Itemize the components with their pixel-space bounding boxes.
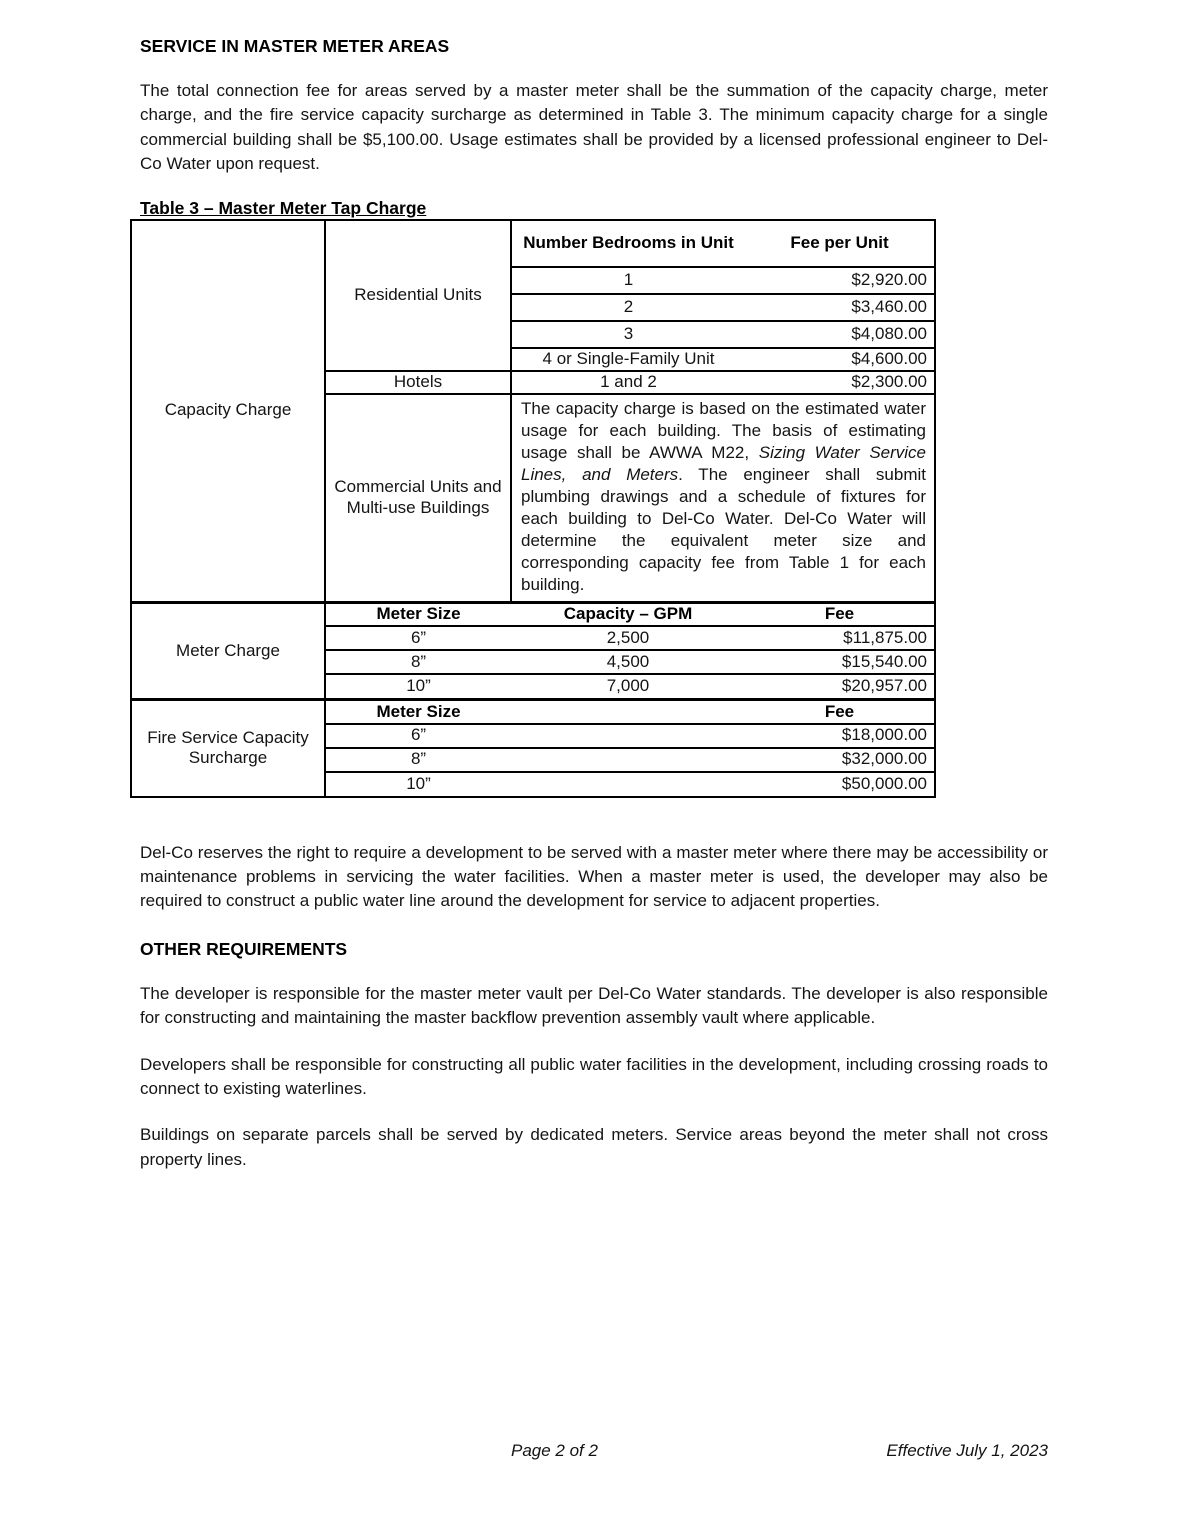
bedrooms-cell: 1 <box>511 267 745 294</box>
fee-cell: $2,920.00 <box>745 267 934 294</box>
col-header-meter-size: Meter Size <box>325 700 511 724</box>
intro-paragraph: The total connection fee for areas served by a master meter shall be the summation of the capacity charge, meter charge, and the fire service capacity surcharge as determined in Table 3. The minimum capacity charge for a single commercial building shall be $5,100.00. Usage estimates shall be provided by a licensed professional engineer to Del-Co Water upon request. <box>140 81 1048 174</box>
capacity-charge-section <box>132 221 934 601</box>
hotels-fee-cell: $2,300.00 <box>745 371 934 394</box>
meter-size-cell: 6” <box>325 724 511 748</box>
meter-charge-label-cell: Meter Charge <box>132 602 325 698</box>
master-meter-reserve-paragraph: Del-Co reserves the right to require a development to be served with a master meter where there may be accessibility or maintenance problems in servicing the water facilities. When a master meter is used, the developer may also be required to construct a public water line around the development for service to adjacent properties. <box>140 842 1048 911</box>
fee-cell: $50,000.00 <box>841 773 927 793</box>
col-header-fee: Fee <box>745 602 934 626</box>
col-header-fee: Fee <box>745 700 934 724</box>
developer-facilities-paragraph: Developers shall be responsible for constructing all public water facilities in the development, including crossing roads to connect to existing waterlines. <box>140 1054 1048 1099</box>
residential-units-label-cell: Residential Units <box>325 221 511 371</box>
fee-cell: $11,875.00 <box>745 626 934 650</box>
table3-title: Table 3 – Master Meter Tap Charge <box>140 197 427 218</box>
col-header-fee-per-unit: Fee per Unit <box>745 221 934 267</box>
capacity-gpm-cell: 7,000 <box>606 676 650 696</box>
bedrooms-cell: 3 <box>511 321 745 348</box>
commercial-description-cell <box>511 394 934 601</box>
developer-vault-paragraph: The developer is responsible for the master meter vault per Del-Co Water standards. The developer is also responsible for constructing and maintaining the master backflow prevention assembly vault where applicable. <box>140 983 1048 1028</box>
fee-cell: $3,460.00 <box>745 294 934 321</box>
section-heading-service-master-meter: SERVICE IN MASTER METER AREAS <box>140 36 450 56</box>
fire-service-label-cell: Fire Service Capacity Surcharge <box>132 700 325 796</box>
section-heading-other-requirements: OTHER REQUIREMENTS <box>140 938 348 959</box>
spacer-cell <box>511 724 745 748</box>
meter-charge-section <box>132 601 934 699</box>
commercial-description-citation: Sizing Water Service Lines, and Meters <box>521 442 926 484</box>
fee-cell: $32,000.00 <box>745 748 934 772</box>
footer-effective-date: Effective July 1, 2023 <box>886 1441 1048 1460</box>
spacer-cell <box>511 748 745 772</box>
commercial-description-text-end: . The engineer shall submit plumbing drawings and a schedule of fixtures for each building to Del-Co Water. Del-Co Water will determine the equivalent meter size and corresponding capacity fee from Table 1 for each building. <box>521 464 926 594</box>
capacity-charge-label-cell: Capacity Charge <box>132 221 325 601</box>
fire-service-surcharge-section <box>132 698 934 796</box>
spacer-cell <box>511 700 745 724</box>
fee-cell: $15,540.00 <box>745 650 934 674</box>
fee-cell: $20,957.00 <box>841 676 927 696</box>
bedrooms-cell: 2 <box>511 294 745 321</box>
meter-size-cell: 8” <box>325 748 511 772</box>
meter-size-cell: 10” <box>406 773 431 793</box>
fee-cell: $4,600.00 <box>745 348 934 371</box>
capacity-gpm-cell: 2,500 <box>511 626 745 650</box>
spacer-cell <box>511 772 745 796</box>
col-header-number-bedrooms: Number Bedrooms in Unit <box>511 221 745 267</box>
meter-size-cell: 10” <box>406 676 431 696</box>
capacity-gpm-cell: 4,500 <box>511 650 745 674</box>
commercial-units-label-cell: Commercial Units and Multi-use Buildings <box>325 394 511 601</box>
table3-master-meter-tap-charge <box>130 219 936 798</box>
col-header-capacity-gpm: Capacity – GPM <box>511 602 745 626</box>
footer-page-number: Page 2 of 2 <box>511 1441 598 1460</box>
meter-size-cell: 8” <box>325 650 511 674</box>
fee-cell: $4,080.00 <box>745 321 934 348</box>
col-header-meter-size: Meter Size <box>325 602 511 626</box>
hotels-label-cell: Hotels <box>325 371 511 394</box>
meter-size-cell: 6” <box>325 626 511 650</box>
fee-cell: $18,000.00 <box>745 724 934 748</box>
bedrooms-cell: 4 or Single-Family Unit <box>511 348 745 371</box>
commercial-description-text: The capacity charge is based on the estimated water usage for each building. The basis of estimating usage shall be AWWA M22, <box>521 398 926 462</box>
hotels-bedrooms-cell: 1 and 2 <box>511 371 745 394</box>
separate-parcels-paragraph: Buildings on separate parcels shall be served by dedicated meters. Service areas beyond the meter shall not cross property lines. <box>140 1125 1048 1169</box>
